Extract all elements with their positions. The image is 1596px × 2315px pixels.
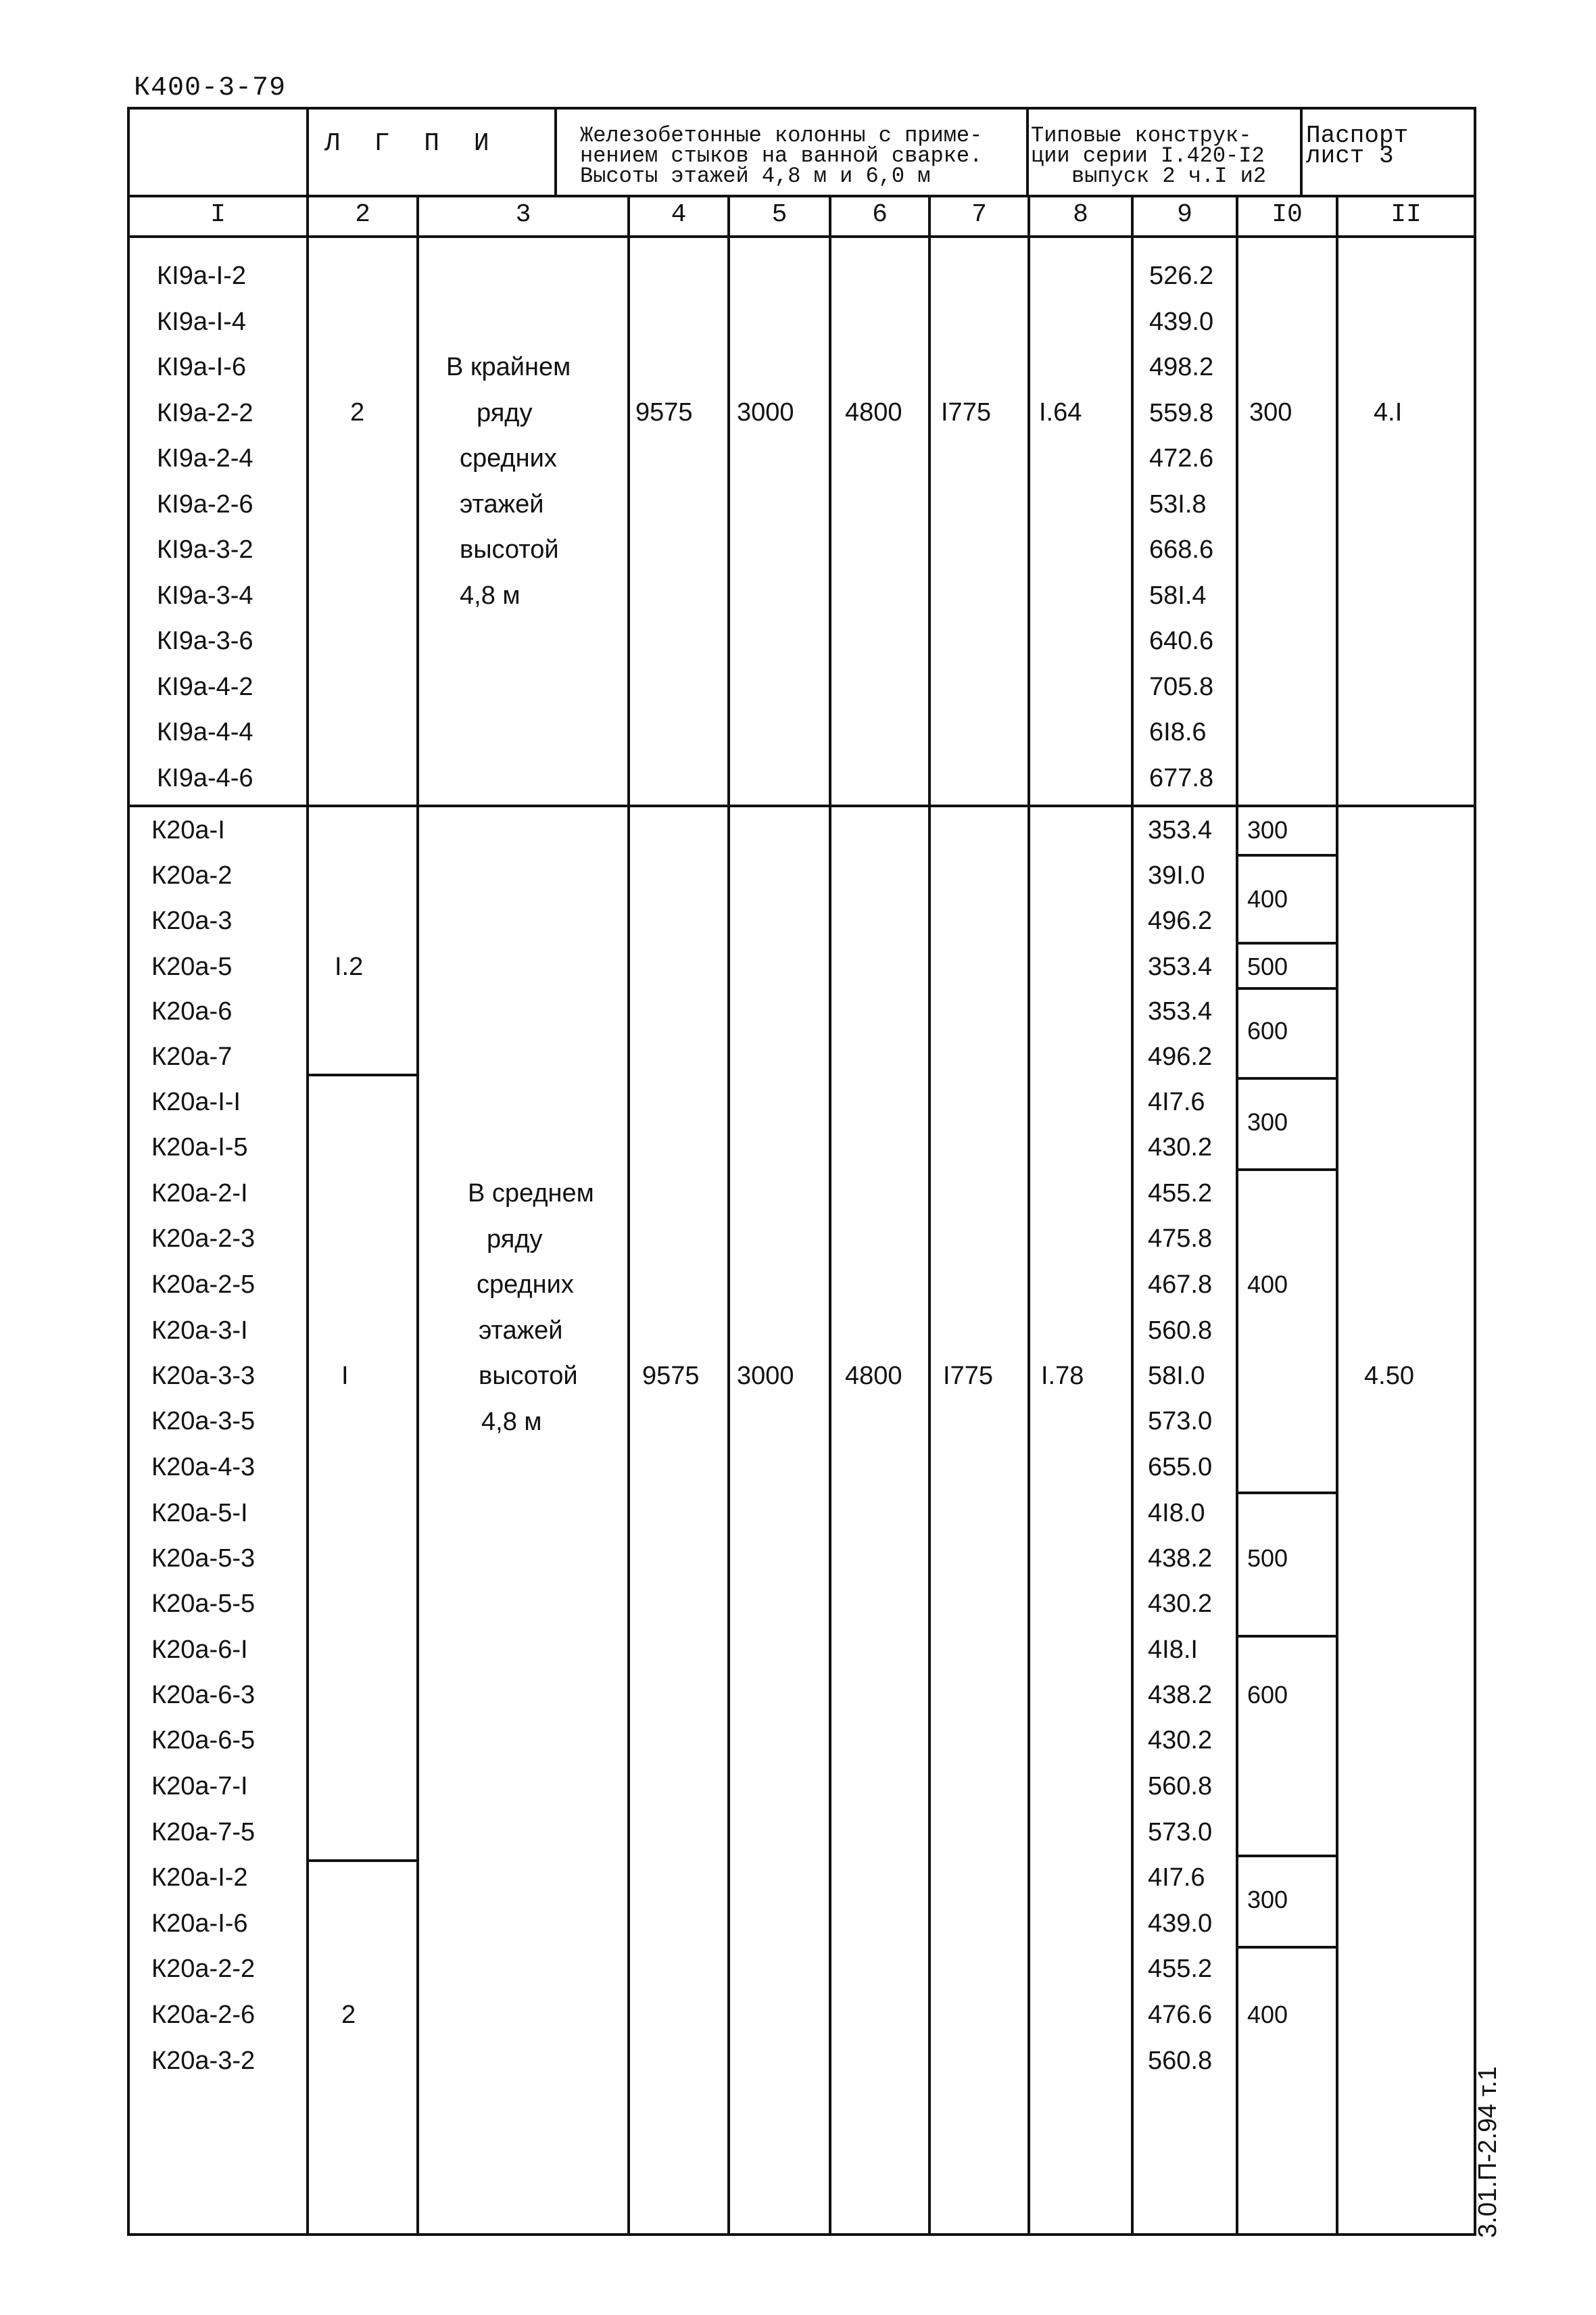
mark-cell: К20а-6-3 — [151, 1681, 256, 1709]
mark-cell: КI9а-I-4 — [157, 307, 246, 336]
mass-cell: 560.8 — [1148, 1772, 1213, 1800]
side-stamp: 3.01.П-2.94 т.1 — [1474, 2066, 1502, 2238]
mass-cell: 476.6 — [1148, 2001, 1213, 2029]
title-line: Высоты этажей 4,8 м и 6,0 м — [580, 164, 931, 189]
mark-cell: К20а-2-5 — [151, 1270, 256, 1299]
placement-line: средних — [477, 1270, 574, 1299]
mass-cell: 655.0 — [1148, 1453, 1213, 1481]
col2-cell: I.2 — [335, 953, 364, 981]
mark-cell: К20а-5 — [151, 953, 233, 981]
col11-cell: 4.I — [1374, 398, 1403, 427]
mass-cell: 6I8.6 — [1149, 718, 1207, 746]
mass-cell: 705.8 — [1149, 672, 1214, 701]
mass-cell: 4I7.6 — [1148, 1088, 1205, 1116]
series-line: Типовые конструк- — [1031, 123, 1252, 148]
mark-cell: К20а-2-6 — [151, 2001, 256, 2029]
placement-line: ряду — [477, 398, 533, 427]
col11-cell: 4.50 — [1364, 1362, 1414, 1390]
mass-cell: 677.8 — [1149, 763, 1214, 792]
col10-cell: 500 — [1247, 1544, 1288, 1572]
column-number: 9 — [1177, 200, 1192, 229]
mass-cell: 39I.0 — [1148, 861, 1205, 890]
col2-cell: 2 — [350, 398, 365, 427]
column-number: 4 — [671, 200, 687, 229]
col8-cell: I.78 — [1041, 1362, 1084, 1390]
mass-cell: 4I8.I — [1148, 1636, 1198, 1664]
col10-cell: 400 — [1247, 1270, 1288, 1298]
mark-cell: К20а-5-I — [151, 1499, 248, 1527]
mark-cell: КI9а-2-4 — [157, 444, 253, 473]
mark-cell: К20а-2-3 — [151, 1224, 256, 1253]
placement-line: ряду — [487, 1224, 543, 1254]
document-title — [580, 123, 1026, 189]
col10-cell: 300 — [1247, 816, 1288, 844]
mass-cell: 353.4 — [1148, 997, 1213, 1026]
mark-cell: К20а-7 — [151, 1043, 233, 1071]
placement-line: высотой — [460, 535, 559, 564]
column-number: I — [210, 200, 226, 229]
mass-cell: 353.4 — [1148, 816, 1213, 844]
col10-cell: 500 — [1247, 953, 1288, 980]
placement-line: этажей — [479, 1316, 563, 1345]
col10-cell: 400 — [1247, 2001, 1288, 2028]
mass-cell: 430.2 — [1148, 1726, 1213, 1755]
mass-cell: 4I8.0 — [1148, 1499, 1205, 1527]
mark-cell: К20а-3 — [151, 907, 233, 935]
col10-cell: 600 — [1247, 1017, 1288, 1045]
col2-cell: I — [341, 1362, 349, 1390]
title-line: Железобетонные колонны с приме- — [580, 123, 983, 148]
mass-cell: 455.2 — [1148, 1179, 1213, 1208]
mark-cell: КI9а-I-6 — [157, 353, 246, 381]
col4-cell: 9575 — [635, 398, 693, 427]
mass-cell: 472.6 — [1149, 444, 1214, 473]
mark-cell: К20а-I-6 — [151, 1909, 248, 1938]
mark-cell: К20а-I-5 — [151, 1133, 248, 1162]
mark-cell: К20а-6-I — [151, 1636, 248, 1664]
col8-cell: I.64 — [1039, 398, 1082, 427]
organization-name: Л Г П И — [324, 129, 499, 158]
col6-cell: 4800 — [845, 1362, 902, 1390]
mark-cell: К20а-I — [151, 816, 225, 844]
column-number: 3 — [515, 200, 531, 229]
mark-cell: К20а-3-2 — [151, 2047, 256, 2075]
mark-cell: К20а-7-5 — [151, 1818, 256, 1846]
mass-cell: 560.8 — [1148, 2047, 1213, 2075]
column-number: II — [1391, 200, 1422, 229]
mark-cell: К20а-4-3 — [151, 1453, 256, 1481]
column-number: 6 — [872, 200, 888, 229]
mark-cell: КI9а-4-4 — [157, 718, 253, 746]
placement-line: 4,8 м — [460, 581, 521, 610]
col10-cell: 600 — [1247, 1681, 1288, 1709]
mark-cell: К20а-3-I — [151, 1316, 248, 1345]
mark-cell: КI9а-2-2 — [157, 398, 253, 427]
placement-line: средних — [460, 444, 557, 473]
mark-cell: К20а-2 — [151, 861, 233, 890]
mass-cell: 430.2 — [1148, 1133, 1213, 1162]
mark-cell: К20а-7-I — [151, 1772, 248, 1800]
placement-line: В крайнем — [446, 353, 571, 381]
placement-line: 4,8 м — [481, 1407, 542, 1436]
mass-cell: 438.2 — [1148, 1681, 1213, 1709]
mark-cell: К20а-I-2 — [151, 1863, 248, 1892]
mass-cell: 496.2 — [1148, 907, 1213, 935]
series-reference — [1031, 123, 1301, 189]
col10-cell: 400 — [1247, 885, 1288, 913]
series-line: выпуск 2 ч.I и2 — [1071, 164, 1267, 189]
passport-line: Паспорт — [1306, 122, 1409, 149]
col4-cell: 9575 — [642, 1362, 700, 1390]
mark-cell: КI9а-3-6 — [157, 627, 253, 655]
mass-cell: 573.0 — [1148, 1407, 1213, 1435]
mark-cell: К20а-I-I — [151, 1088, 241, 1116]
series-line: ции серии I.420-I2 — [1031, 143, 1265, 168]
col7-cell: I775 — [941, 398, 991, 427]
mass-cell: 560.8 — [1148, 1316, 1213, 1345]
column-number: 2 — [355, 200, 370, 229]
mark-cell: КI9а-I-2 — [157, 262, 246, 290]
mark-cell: К20а-5-5 — [151, 1590, 256, 1618]
mark-cell: КI9а-3-2 — [157, 535, 253, 564]
mass-cell: 438.2 — [1148, 1544, 1213, 1573]
mass-cell: 439.0 — [1148, 1909, 1213, 1938]
mass-cell: 573.0 — [1148, 1818, 1213, 1846]
col10-cell: 300 — [1247, 1886, 1288, 1913]
mass-cell: 353.4 — [1148, 953, 1213, 981]
column-number: I0 — [1272, 200, 1303, 229]
col10-cell: 300 — [1249, 398, 1292, 427]
mark-cell: К20а-5-3 — [151, 1544, 256, 1573]
col6-cell: 4800 — [845, 398, 902, 427]
mark-cell: КI9а-2-6 — [157, 490, 253, 519]
col10-cell: 300 — [1247, 1108, 1288, 1136]
passport-line: лист 3 — [1306, 142, 1394, 170]
mass-cell: 455.2 — [1148, 1955, 1213, 1983]
mark-cell: К20а-2-2 — [151, 1955, 256, 1983]
placement-line: высотой — [479, 1362, 578, 1390]
placement-line: В среднем — [468, 1179, 594, 1208]
document-code: К400-3-79 — [134, 73, 287, 103]
mark-cell: К20а-6 — [151, 997, 233, 1026]
mass-cell: 498.2 — [1149, 353, 1214, 381]
mass-cell: 467.8 — [1148, 1270, 1213, 1299]
mass-cell: 58I.4 — [1149, 581, 1207, 610]
mass-cell: 53I.8 — [1149, 490, 1207, 519]
column-number: 5 — [771, 200, 788, 229]
mark-cell: К20а-2-I — [151, 1179, 248, 1208]
mark-cell: К20а-6-5 — [151, 1726, 256, 1755]
title-line: нением стыков на ванной сварке. — [580, 143, 983, 168]
passport-sheet — [1306, 122, 1475, 170]
mass-cell: 439.0 — [1149, 307, 1214, 336]
mass-cell: 668.6 — [1149, 535, 1214, 564]
mass-cell: 58I.0 — [1148, 1362, 1205, 1390]
mark-cell: КI9а-3-4 — [157, 581, 253, 610]
column-number: 7 — [971, 200, 987, 229]
column-number: 8 — [1073, 200, 1088, 229]
mass-cell: 430.2 — [1148, 1590, 1213, 1618]
mass-cell: 496.2 — [1148, 1043, 1213, 1071]
mark-cell: К20а-3-5 — [151, 1407, 256, 1435]
mass-cell: 559.8 — [1149, 398, 1214, 427]
mass-cell: 526.2 — [1149, 262, 1214, 290]
mass-cell: 4I7.6 — [1148, 1863, 1205, 1892]
mass-cell: 640.6 — [1149, 627, 1214, 655]
col7-cell: I775 — [943, 1362, 993, 1390]
mass-cell: 475.8 — [1148, 1224, 1213, 1253]
col2-cell: 2 — [341, 2001, 356, 2029]
mark-cell: КI9а-4-2 — [157, 672, 253, 701]
placement-line: этажей — [460, 490, 544, 519]
mark-cell: КI9а-4-6 — [157, 763, 253, 792]
mark-cell: К20а-3-3 — [151, 1362, 256, 1390]
col5-cell: 3000 — [737, 398, 794, 427]
col5-cell: 3000 — [737, 1362, 794, 1390]
